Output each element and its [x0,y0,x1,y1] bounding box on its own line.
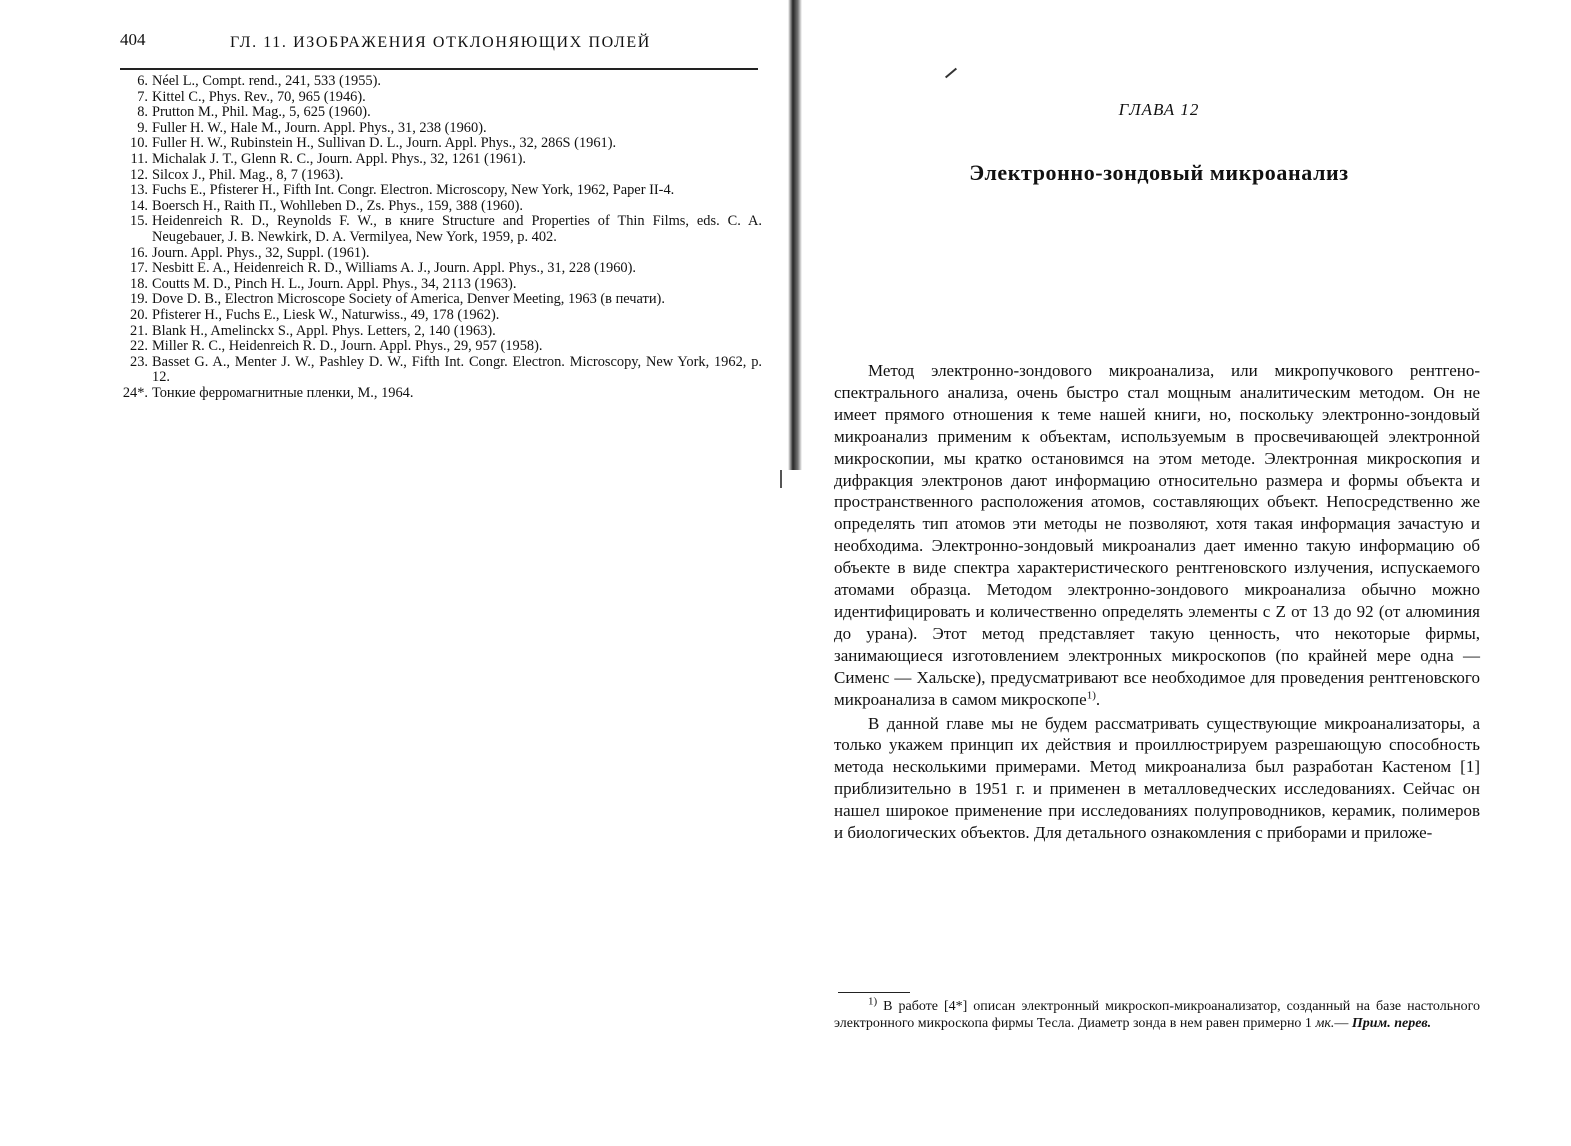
gutter-shadow [788,0,802,470]
reference-item [120,168,762,184]
reference-item [120,152,762,168]
footnote-text: В работе [4*] описан электронный микроскоп-микроанализатор, созданный на базе настольного электронного микроскопа фирмы Тесла. Диаметр зонда в нем равен примерно 1 [834,999,1480,1031]
reference-number: 12. [130,166,148,183]
running-head [120,28,758,58]
reference-number: 10. [130,135,148,152]
reference-text: Silcox J., Phil. Mag., 8, 7 (1963). [152,166,344,183]
reference-number: 24*. [122,384,148,401]
reference-number: 11. [130,150,148,167]
reference-number: 9. [137,119,148,136]
header-rule [120,68,758,70]
reference-item [120,105,762,121]
reference-number: 14. [130,197,148,214]
reference-list [120,74,762,401]
body-text [834,360,1480,844]
reference-number: 18. [130,275,148,292]
reference-item [120,261,762,277]
reference-text: Coutts M. D., Pinch H. L., Journ. Appl. Phys., 34, 2113 (1963). [152,275,517,292]
reference-text: Basset G. A., Menter J. W., Pashley D. W., Fifth Int. Congr. Electron. Microscopy, New York, 1962, p. 12. [152,353,762,386]
reference-item [120,90,762,106]
reference-number: 19. [130,291,148,308]
chapter-label: ГЛАВА 12 [1118,100,1200,119]
reference-text: Dove D. B., Electron Microscope Society of America, Denver Meeting, 1963 (в печати). [152,291,665,308]
reference-number: 16. [130,244,148,261]
paragraph [834,360,1480,711]
reference-item [120,214,762,245]
paragraph-end: . [1095,689,1101,709]
footnote-unit: мк. [1315,1016,1335,1031]
reference-item [120,183,762,199]
reference-number: 21. [130,322,148,339]
footnote-dash: — [1334,1016,1352,1031]
chapter-header: ГЛ. 11. ИЗОБРАЖЕНИЯ ОТКЛОНЯЮЩИХ ПОЛЕЙ [230,34,651,51]
reference-number: 8. [137,104,148,121]
paragraph-text: Метод электронно-зондового микроанализа, или микропучкового рентгено-спектрального анализа, очень быстро стал мощным аналитическим методом. Он не имеет прямого отношения к теме нашей книги, но, поскольку электронно-зондовый микроанализ применим к объектам, используемым в просвечивающей электронной микроскопии, мы кратко остановимся на этом методе. Электронная микроскопия и дифракция электронов дают информацию относительно размера и формы объекта и пространственного расположения атомов, составляющих объект. Непосредственно же определять тип атомов эти методы не позволяют, хотя такая информация зачастую и необходима. Электронно-зондовый микроанализ дает именно такую информацию об объекте в виде спектра характеристического рентгеновского излучения, испускаемого атомами образца. Методом электронно-зондового микроанализа обычно можно идентифицировать и количественно определять элементы с Z от 13 до 92 (от алюминия до урана). Этот метод представляет такую ценность, что некоторые фирмы, занимающиеся изготовлением электронных микроскопов (по крайней мере одна — Сименс — Хальске), предусматривают все необходимое для проведения рентгеновского микроанализа в самом микроскопе [834,361,1480,709]
reference-text: Fuller H. W., Hale M., Journ. Appl. Phys., 31, 238 (1960). [152,119,487,136]
reference-item [120,324,762,340]
reference-text: Тонкие ферромагнитные пленки, М., 1964. [152,384,414,401]
gutter-mark [780,470,782,488]
reference-item [120,355,762,386]
reference-text: Heidenreich R. D., Reynolds F. W., в книге Structure and Properties of Thin Films, eds. C. A. Neugebauer, J. B. Newkirk, D. A. Vermilyea, New York, 1959, p. 402. [152,213,762,245]
reference-text: Nesbitt E. A., Heidenreich R. D., Williams A. J., Journ. Appl. Phys., 31, 228 (1960). [152,260,637,277]
reference-number: 23. [130,353,148,370]
reference-item [120,308,762,324]
page-number: 404 [120,30,146,49]
reference-item [120,246,762,262]
reference-item [120,386,762,402]
reference-number: 17. [130,260,148,277]
reference-number: 13. [130,182,148,199]
footnote-rule [838,992,910,993]
footnote-marker: 1) [868,995,878,1008]
reference-number: 6. [137,73,148,89]
reference-text: Pfisterer H., Fuchs E., Liesk W., Naturwiss., 49, 178 (1962). [152,306,500,323]
reference-text: Boersch H., Raith Π., Wohlleben D., Zs. Phys., 159, 388 (1960). [152,197,523,214]
reference-item [120,339,762,355]
reference-number: 15. [130,213,148,230]
reference-item [120,199,762,215]
chapter-title: Электронно-зондовый микроанализ [969,160,1349,185]
reference-text: Néel L., Compt. rend., 241, 533 (1955). [152,73,382,89]
reference-item [120,74,762,90]
left-page [100,24,762,1134]
reference-text: Prutton M., Phil. Mag., 5, 625 (1960). [152,104,371,121]
reference-item [120,121,762,137]
reference-text: Fuller H. W., Rubinstein H., Sullivan D. L., Journ. Appl. Phys., 32, 286S (1961). [152,135,617,152]
reference-text: Journ. Appl. Phys., 32, Suppl. (1961). [152,244,370,261]
footnote [834,995,1480,1032]
right-page [834,0,1484,1146]
footnote-marker[interactable]: 1) [1086,688,1096,701]
reference-item [120,292,762,308]
reference-number: 7. [137,88,148,105]
paragraph: В данной главе мы не будем рассматривать существующие микроанализаторы, а только укажем принцип их действия и проиллюстрируем разрешающую способность метода несколькими примерами. Метод микроанализа был разработан Кастеном [1] приблизительно в 1951 г. и применен в металловедческих исследованиях. Сейчас он нашел широкое применение при исследованиях полупроводников, керамик, полимеров и биологических объектов. Для детального ознакомления с приборами и приложе- [834,713,1480,843]
translator-note: Прим. перев. [1351,1016,1432,1031]
reference-text: Fuchs E., Pfisterer H., Fifth Int. Congr. Electron. Microscopy, New York, 1962, Paper II-4. [152,182,675,199]
reference-text: Miller R. C., Heidenreich R. D., Journ. Appl. Phys., 29, 957 (1958). [152,338,543,355]
reference-text: Michalak J. T., Glenn R. C., Journ. Appl. Phys., 32, 1261 (1961). [152,150,527,167]
reference-text: Blank H., Amelinckx S., Appl. Phys. Letters, 2, 140 (1963). [152,322,496,339]
reference-item [120,136,762,152]
reference-number: 22. [130,338,148,355]
reference-text: Kittel C., Phys. Rev., 70, 965 (1946). [152,88,366,105]
reference-number: 20. [130,306,148,323]
reference-item [120,277,762,293]
